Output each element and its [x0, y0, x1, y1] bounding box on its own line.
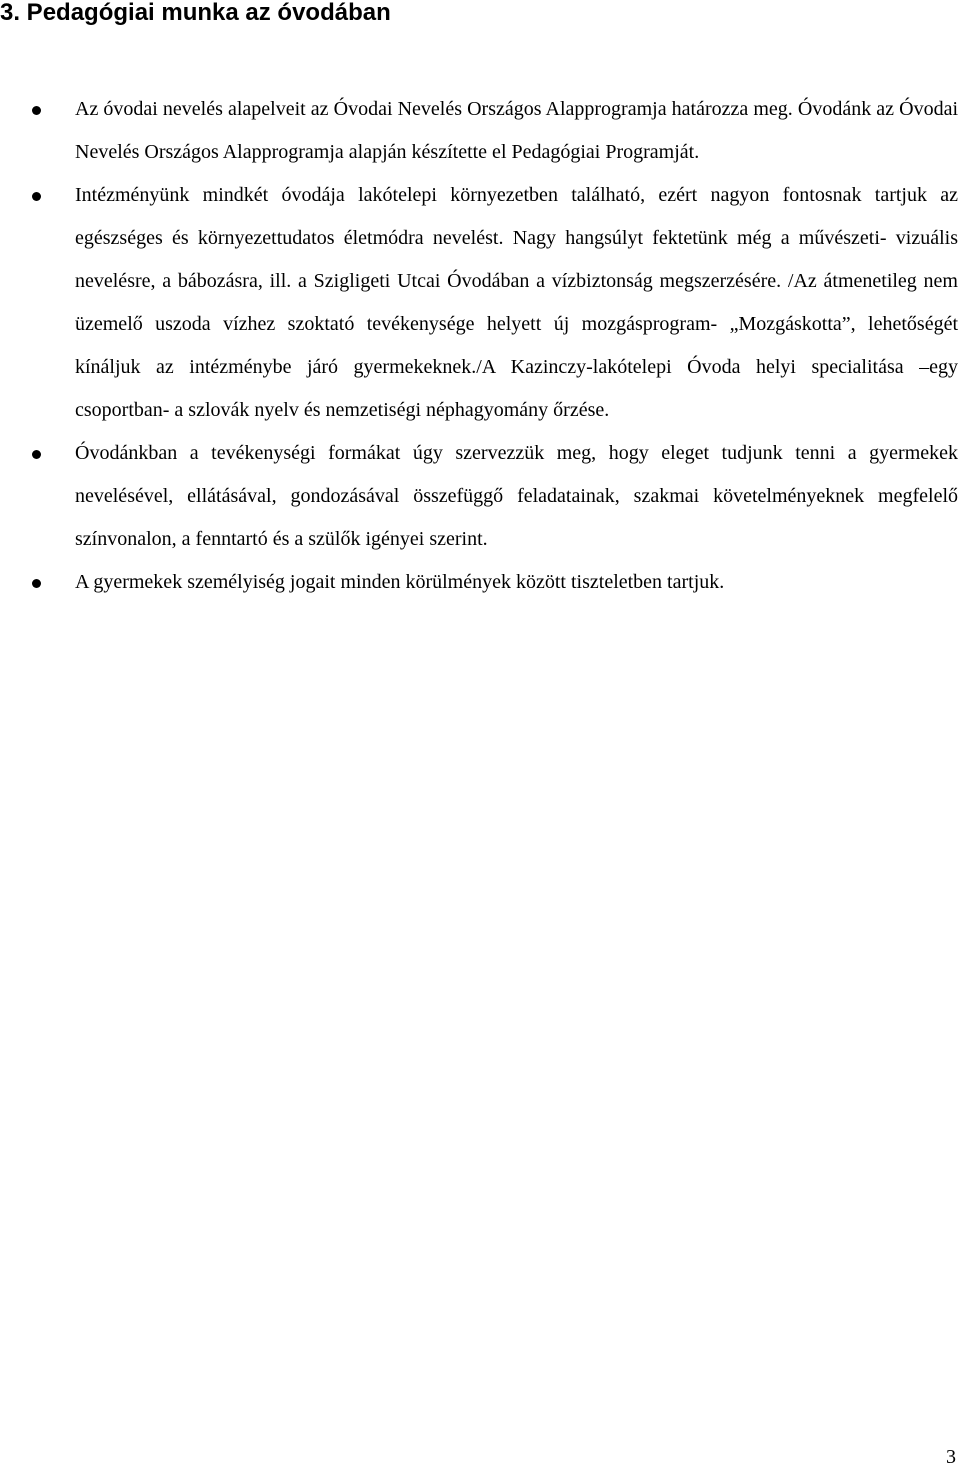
bullet-text: Intézményünk mindkét óvodája lakótelepi környezetben található, ezért nagyon fontosnak tartjuk az egészséges és környezettudatos életmódra nevelést. Nagy hangsúlyt fektetünk még a művészeti- vizuális nevelésre, a bábozásra, ill. a Szigligeti Utcai Óvodában a vízbiztonság megszerzésére. /Az átmenetileg nem üzemelő uszoda vízhez szoktató tevékenysége helyett új mozgásprogram- „Mozgáskotta”, lehetőségét kínáljuk az intézménybe járó gyermekeknek./A Kazinczy-lakótelepi Óvoda helyi specialitása –egy csoportban- a szlovák nyelv és nemzetiségi néphagyomány őrzése.	[75, 184, 958, 421]
bullet-text: A gyermekek személyiség jogait minden körülmények között tiszteletben tartjuk.	[75, 571, 725, 593]
page-number: 3	[946, 1446, 956, 1468]
bullet-list	[75, 88, 958, 604]
bullet-item	[75, 174, 958, 432]
bullet-item	[75, 88, 958, 174]
bullet-icon	[32, 192, 41, 201]
bullet-text: Óvodánkban a tevékenységi formákat úgy szervezzük meg, hogy eleget tudjunk tenni a gyermekek nevelésével, ellátásával, gondozásával összefüggő feladatainak, szakmai követelményeknek megfelelő színvonalon, a fenntartó és a szülők igényei szerint.	[75, 442, 958, 550]
bullet-item	[75, 432, 958, 561]
bullet-icon	[32, 579, 41, 588]
bullet-text: Az óvodai nevelés alapelveit az Óvodai Nevelés Országos Alapprogramja határozza meg. Óvodánk az Óvodai Nevelés Országos Alapprogramja alapján készítette el Pedagógiai Programját.	[75, 98, 958, 163]
bullet-item	[75, 561, 958, 604]
bullet-icon	[32, 106, 41, 115]
section-heading: 3. Pedagógiai munka az óvodában	[0, 0, 391, 26]
bullet-icon	[32, 450, 41, 459]
